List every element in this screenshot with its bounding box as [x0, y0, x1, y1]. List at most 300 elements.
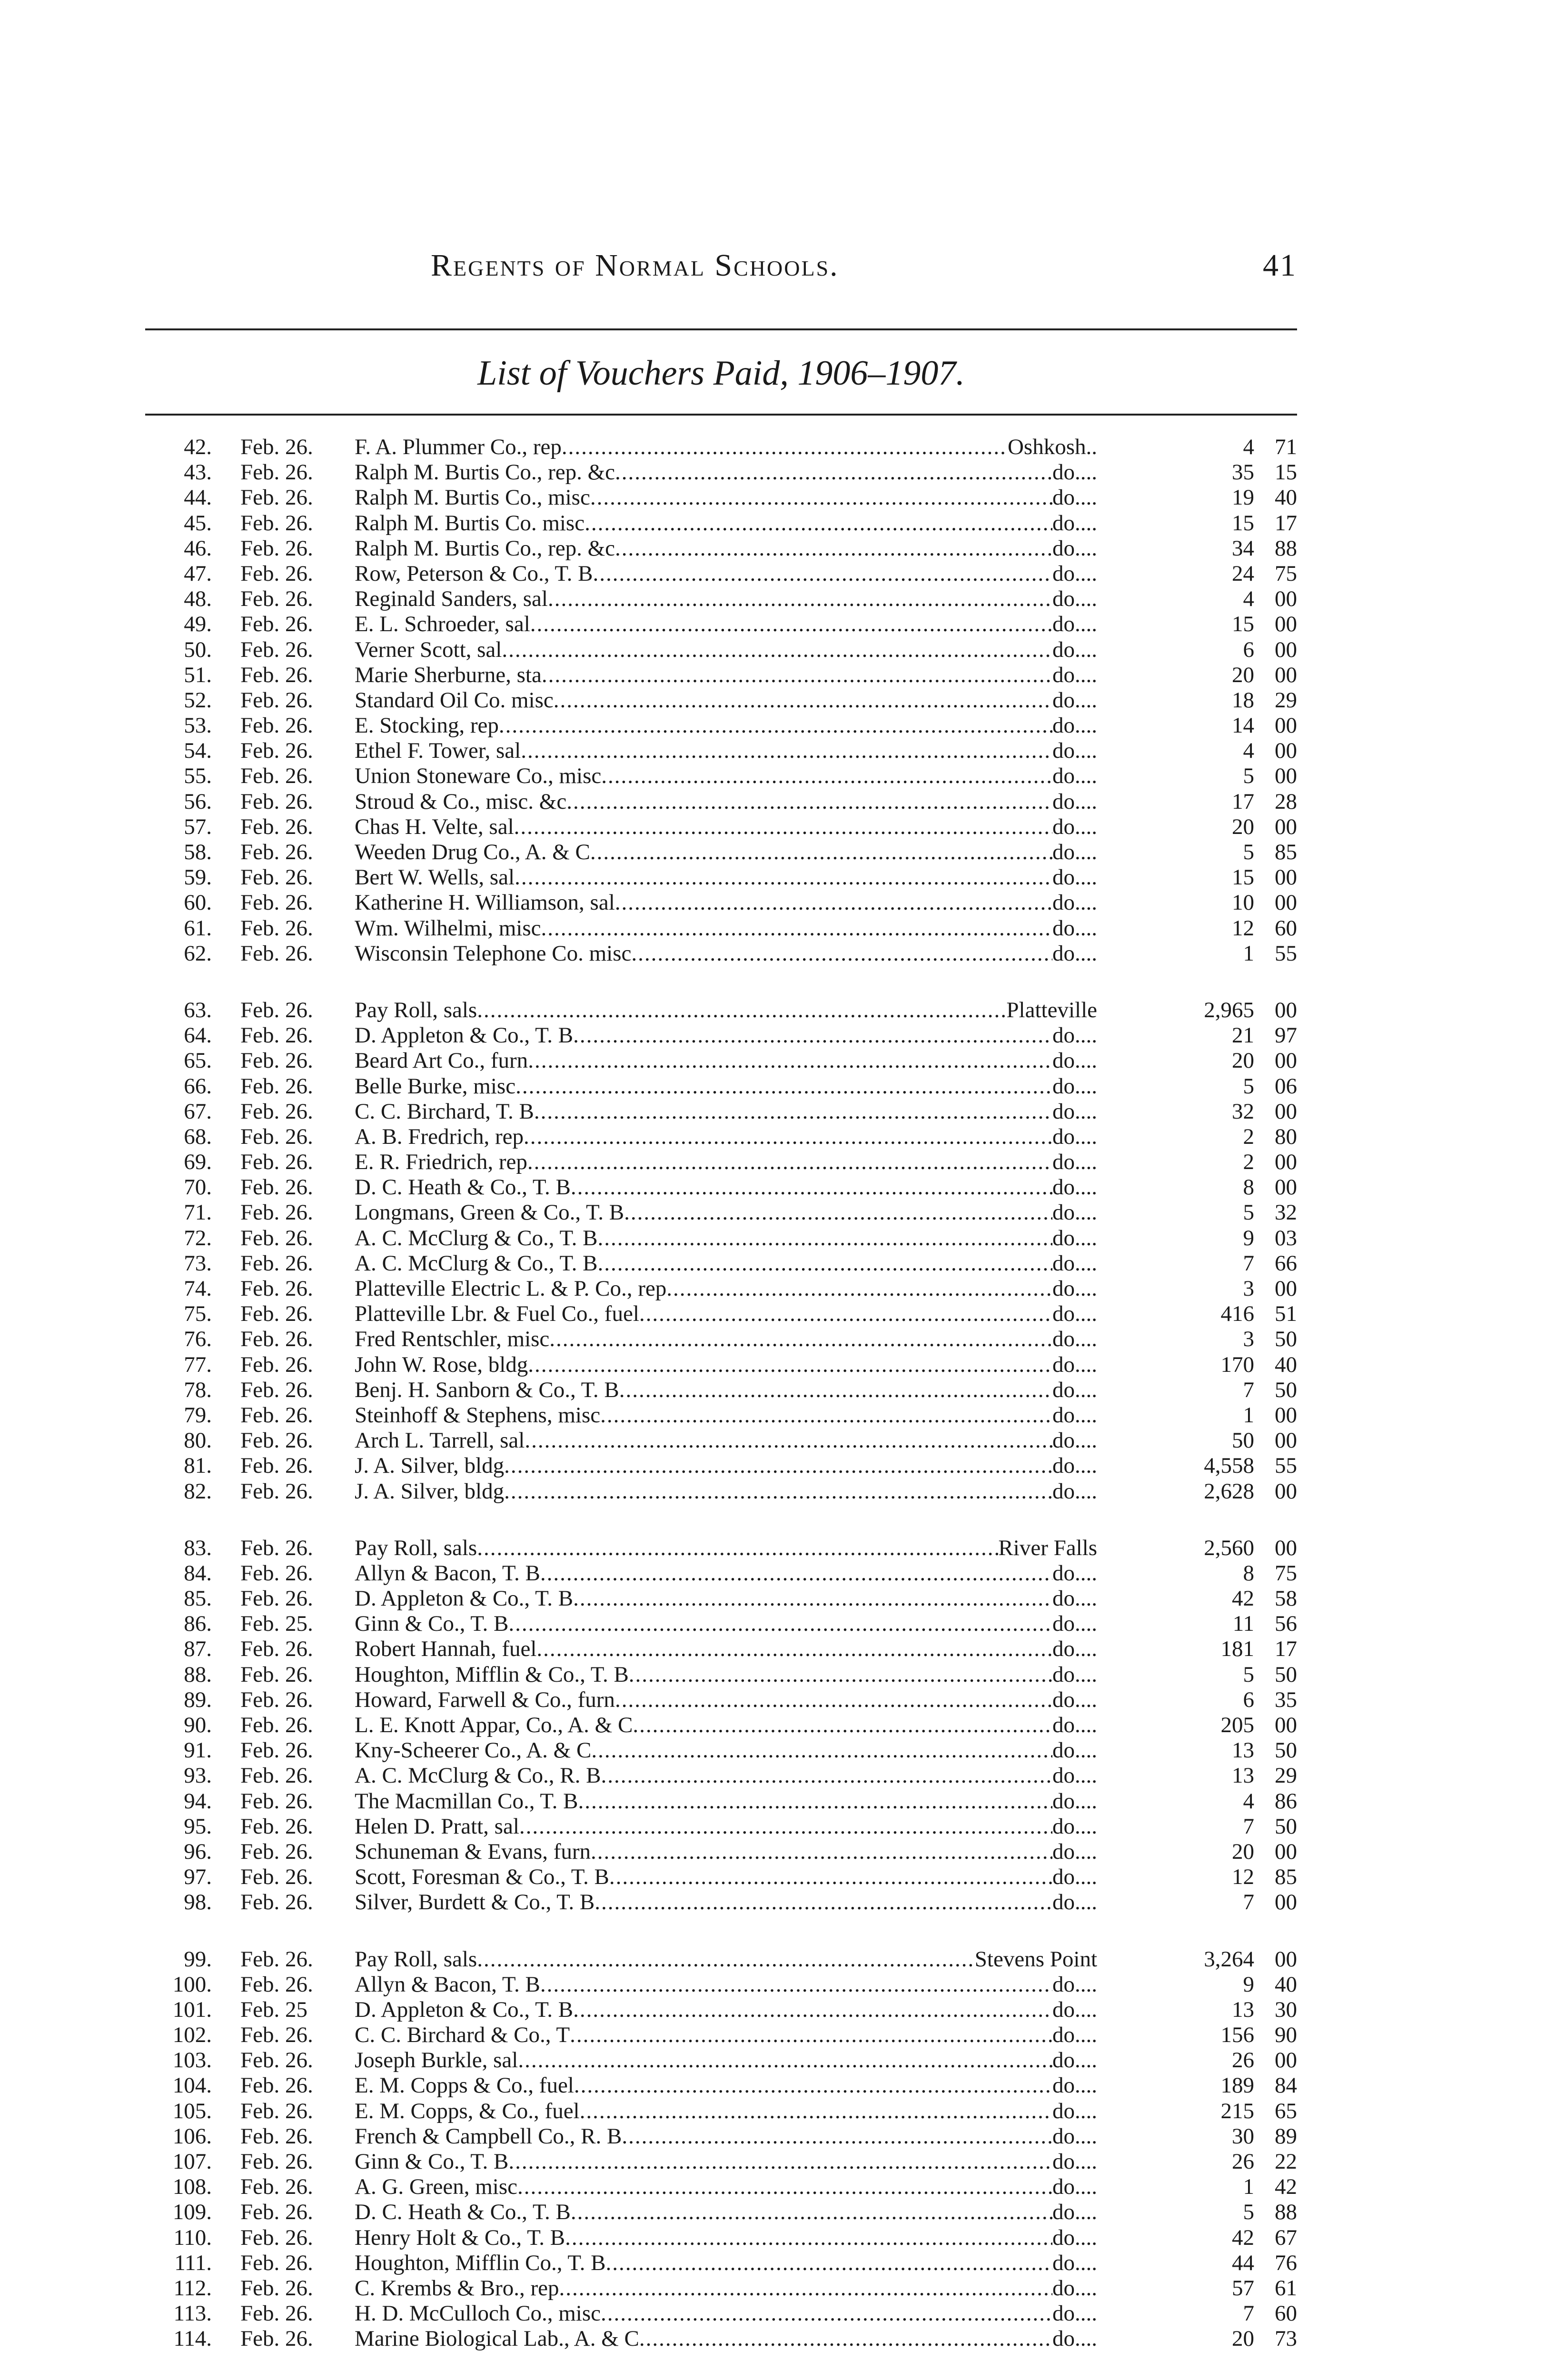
- payee-cell: [355, 1124, 1097, 1150]
- voucher-date: Feb. 26.: [240, 510, 313, 536]
- payee-cell: [355, 1738, 1097, 1763]
- leader-dots: [615, 460, 1052, 485]
- payee-name: The Macmillan Co., T. B: [355, 1788, 578, 1814]
- amount-dollars: 13: [1232, 1763, 1254, 1788]
- amount-cell: [1097, 814, 1297, 840]
- payee-cell: [355, 789, 1097, 814]
- payee-name: A. C. McClurg & Co., T. B: [355, 1250, 598, 1276]
- school-name: do....: [1052, 1048, 1097, 1073]
- payee-cell: [355, 890, 1097, 915]
- school-name: do....: [1052, 1150, 1097, 1175]
- amount-cell: [1097, 865, 1297, 890]
- amount-cents: 17: [1275, 1636, 1297, 1662]
- voucher-row: [145, 1327, 1297, 1352]
- leader-dots: [549, 1327, 1052, 1352]
- voucher-row: [145, 1048, 1297, 1073]
- voucher-date: Feb. 26.: [240, 941, 313, 966]
- amount-cents: 80: [1275, 1124, 1297, 1149]
- voucher-number: 113.: [173, 2301, 212, 2326]
- payee-name: Marie Sherburne, sta: [355, 662, 542, 687]
- amount-dollars: 57: [1232, 2275, 1254, 2301]
- payee-cell: [355, 2023, 1097, 2048]
- leader-dots: [540, 1561, 1052, 1586]
- payee-name: Silver, Burdett & Co., T. B: [355, 1890, 595, 1915]
- voucher-date: Feb. 26.: [240, 1453, 313, 1478]
- voucher-row: [145, 2174, 1297, 2200]
- payee-cell: [355, 1378, 1097, 1403]
- school-name: Stevens Point: [974, 1946, 1097, 1972]
- school-name: do....: [1052, 2098, 1097, 2123]
- amount-dollars: 35: [1232, 460, 1254, 485]
- payee-name: John W. Rose, bldg: [355, 1352, 528, 1377]
- amount-cents: 85: [1275, 1864, 1297, 1890]
- payee-name: Katherine H. Williamson, sal: [355, 890, 615, 915]
- amount-cell: [1097, 586, 1297, 612]
- school-name: do....: [1052, 1200, 1097, 1225]
- payee-name: Arch L. Tarrell, sal: [355, 1428, 525, 1453]
- leader-dots: [615, 890, 1052, 915]
- voucher-number: 45.: [184, 510, 212, 536]
- voucher-number: 58.: [184, 840, 212, 864]
- amount-dollars: 12: [1232, 915, 1254, 941]
- payee-name: Ralph M. Burtis Co., rep. &c: [355, 536, 615, 561]
- school-name: do....: [1052, 1713, 1097, 1737]
- amount-cell: [1097, 2023, 1297, 2048]
- payee-name: Henry Holt & Co., T. B: [355, 2225, 565, 2250]
- voucher-date: Feb. 26.: [240, 586, 313, 612]
- school-name: River Falls: [998, 1535, 1097, 1560]
- leader-dots: [508, 1611, 1052, 1636]
- payee-cell: [355, 2099, 1097, 2124]
- payee-cell: [355, 865, 1097, 890]
- amount-dollars: 20: [1232, 1839, 1254, 1864]
- amount-dollars: 26: [1232, 2048, 1254, 2073]
- payee-cell: [355, 1200, 1097, 1225]
- amount-cell: [1097, 1789, 1297, 1814]
- amount-dollars: 50: [1232, 1428, 1254, 1453]
- amount-cents: 32: [1275, 1200, 1297, 1225]
- voucher-date: Feb. 26.: [240, 2326, 313, 2351]
- amount-cell: [1097, 1738, 1297, 1763]
- amount-cents: 00: [1275, 1150, 1297, 1175]
- school-name: do....: [1052, 1023, 1097, 1048]
- amount-dollars: 7: [1243, 1814, 1254, 1839]
- voucher-date: Feb. 26.: [240, 2023, 313, 2048]
- payee-cell: [355, 612, 1097, 637]
- amount-cell: [1097, 2200, 1297, 2225]
- payee-cell: [355, 2251, 1097, 2276]
- amount-cents: 00: [1275, 2048, 1297, 2073]
- voucher-date: Feb. 26.: [240, 2250, 313, 2275]
- leader-dots: [541, 916, 1052, 941]
- voucher-row: [145, 1586, 1297, 1611]
- document-page: [145, 248, 1297, 2380]
- voucher-row: [145, 2276, 1297, 2301]
- amount-cell: [1097, 941, 1297, 966]
- amount-cell: [1097, 1453, 1297, 1478]
- voucher-row: [145, 2099, 1297, 2124]
- payee-name: Allyn & Bacon, T. B: [355, 1972, 540, 1997]
- leader-dots: [517, 2174, 1052, 2200]
- voucher-row: [145, 435, 1297, 460]
- voucher-number: 63.: [184, 997, 212, 1022]
- amount-dollars: 181: [1220, 1636, 1254, 1662]
- amount-cell: [1097, 1150, 1297, 1175]
- leader-dots: [573, 1997, 1052, 2023]
- amount-dollars: 4,558: [1204, 1453, 1254, 1478]
- leader-dots: [639, 2326, 1052, 2351]
- school-name: do....: [1052, 612, 1097, 637]
- voucher-row: [145, 1890, 1297, 1915]
- voucher-row: [145, 637, 1297, 663]
- amount-dollars: 1: [1243, 1402, 1254, 1428]
- voucher-date: Feb. 26.: [240, 2073, 313, 2098]
- school-name: do....: [1052, 1864, 1097, 1890]
- voucher-row: [145, 1200, 1297, 1225]
- school-name: do....: [1052, 1099, 1097, 1124]
- payee-cell: [355, 1839, 1097, 1864]
- amount-cell: [1097, 1099, 1297, 1124]
- voucher-list: [145, 435, 1297, 2352]
- leader-dots: [615, 536, 1052, 561]
- amount-cents: 00: [1275, 1535, 1297, 1560]
- school-name: do....: [1052, 1478, 1097, 1504]
- school-name: do....: [1052, 1788, 1097, 1814]
- payee-name: Standard Oil Co. misc: [355, 687, 554, 713]
- payee-name: F. A. Plummer Co., rep: [355, 435, 562, 459]
- payee-cell: [355, 1175, 1097, 1200]
- voucher-row: [145, 2124, 1297, 2149]
- title-rule: [145, 414, 1297, 416]
- leader-dots: [601, 764, 1052, 789]
- amount-dollars: 8: [1243, 1560, 1254, 1586]
- leader-dots: [548, 586, 1052, 612]
- leader-dots: [622, 2124, 1052, 2149]
- payee-cell: [355, 1428, 1097, 1453]
- payee-name: Howard, Farwell & Co., furn: [355, 1687, 615, 1712]
- voucher-number: 71.: [184, 1200, 212, 1225]
- leader-dots: [580, 2099, 1052, 2124]
- payee-cell: [355, 1023, 1097, 1048]
- amount-dollars: 4: [1243, 435, 1254, 459]
- amount-cell: [1097, 1814, 1297, 1839]
- amount-cents: 42: [1275, 2174, 1297, 2200]
- payee-cell: [355, 1099, 1097, 1124]
- voucher-date: Feb. 26.: [240, 2200, 313, 2225]
- payee-cell: [355, 2174, 1097, 2200]
- payee-cell: [355, 916, 1097, 941]
- payee-cell: [355, 1352, 1097, 1378]
- voucher-section: [145, 1947, 1297, 2352]
- amount-dollars: 416: [1220, 1301, 1254, 1327]
- amount-cell: [1097, 1997, 1297, 2023]
- amount-dollars: 19: [1232, 485, 1254, 510]
- voucher-row: [145, 561, 1297, 586]
- amount-cell: [1097, 460, 1297, 485]
- voucher-row: [145, 789, 1297, 814]
- payee-name: E. Stocking, rep: [355, 713, 499, 738]
- amount-cell: [1097, 738, 1297, 764]
- amount-cell: [1097, 2276, 1297, 2301]
- school-name: do....: [1052, 2200, 1097, 2225]
- school-name: do....: [1052, 1073, 1097, 1099]
- leader-dots: [521, 738, 1052, 764]
- amount-dollars: 5: [1243, 1073, 1254, 1099]
- amount-cents: 56: [1275, 1611, 1297, 1636]
- voucher-number: 68.: [184, 1124, 212, 1149]
- voucher-row: [145, 814, 1297, 840]
- amount-cell: [1097, 2225, 1297, 2251]
- leader-dots: [573, 1586, 1052, 1611]
- school-name: do....: [1052, 1814, 1097, 1839]
- voucher-date: Feb. 26.: [240, 2275, 313, 2301]
- payee-name: Marine Biological Lab., A. & C: [355, 2326, 639, 2351]
- amount-cents: 88: [1275, 536, 1297, 561]
- voucher-row: [145, 1536, 1297, 1561]
- voucher-date: Feb. 26.: [240, 1535, 313, 1560]
- school-name: do....: [1052, 1428, 1097, 1453]
- payee-cell: [355, 536, 1097, 561]
- amount-cell: [1097, 1428, 1297, 1453]
- voucher-date: Feb. 26.: [240, 2098, 313, 2123]
- leader-dots: [562, 435, 1008, 460]
- voucher-date: Feb. 26.: [240, 2174, 313, 2200]
- amount-dollars: 14: [1232, 713, 1254, 738]
- amount-dollars: 4: [1243, 1788, 1254, 1814]
- voucher-number: 79.: [184, 1402, 212, 1428]
- amount-cell: [1097, 1327, 1297, 1352]
- amount-dollars: 7: [1243, 1377, 1254, 1402]
- amount-cents: 30: [1275, 1997, 1297, 2022]
- voucher-date: Feb. 26.: [240, 1048, 313, 1073]
- voucher-row: [145, 1175, 1297, 1200]
- payee-cell: [355, 998, 1097, 1023]
- amount-dollars: 44: [1232, 2250, 1254, 2275]
- amount-cents: 50: [1275, 1738, 1297, 1763]
- amount-dollars: 12: [1232, 1864, 1254, 1890]
- voucher-number: 48.: [184, 586, 212, 612]
- voucher-date: Feb. 26.: [240, 662, 313, 687]
- leader-dots: [514, 814, 1052, 840]
- voucher-date: Feb. 26.: [240, 1023, 313, 1048]
- amount-dollars: 13: [1232, 1997, 1254, 2022]
- leader-dots: [590, 485, 1052, 510]
- leader-dots: [477, 998, 1006, 1023]
- amount-cell: [1097, 1611, 1297, 1636]
- voucher-row: [145, 511, 1297, 536]
- school-name: do....: [1052, 1560, 1097, 1586]
- voucher-row: [145, 1738, 1297, 1763]
- leader-dots: [565, 2225, 1052, 2251]
- voucher-row: [145, 1428, 1297, 1453]
- amount-dollars: 2,965: [1204, 997, 1254, 1022]
- amount-cell: [1097, 2149, 1297, 2174]
- leader-dots: [524, 1124, 1052, 1150]
- amount-dollars: 9: [1243, 1225, 1254, 1250]
- voucher-date: Feb. 26.: [240, 840, 313, 864]
- payee-cell: [355, 1301, 1097, 1327]
- payee-name: C. C. Birchard & Co., T: [355, 2023, 570, 2048]
- payee-cell: [355, 1789, 1097, 1814]
- school-name: do....: [1052, 865, 1097, 890]
- payee-cell: [355, 1947, 1097, 1972]
- leader-dots: [571, 1175, 1052, 1200]
- voucher-row: [145, 1099, 1297, 1124]
- payee-cell: [355, 435, 1097, 460]
- payee-name: E. L. Schroeder, sal: [355, 612, 530, 637]
- amount-cell: [1097, 840, 1297, 865]
- amount-cents: 97: [1275, 1023, 1297, 1048]
- voucher-row: [145, 1687, 1297, 1713]
- voucher-number: 96.: [184, 1839, 212, 1864]
- voucher-number: 104.: [172, 2073, 212, 2098]
- payee-cell: [355, 1453, 1097, 1478]
- voucher-date: Feb. 26.: [240, 460, 313, 485]
- payee-name: French & Campbell Co., R. B: [355, 2123, 622, 2149]
- school-name: do....: [1052, 536, 1097, 561]
- leader-dots: [528, 1352, 1052, 1378]
- voucher-number: 43.: [184, 460, 212, 485]
- voucher-number: 80.: [184, 1428, 212, 1453]
- school-name: do....: [1052, 1662, 1097, 1687]
- amount-dollars: 2: [1243, 1124, 1254, 1149]
- amount-dollars: 1: [1243, 2174, 1254, 2200]
- amount-cents: 86: [1275, 1788, 1297, 1814]
- leader-dots: [499, 713, 1052, 738]
- leader-dots: [598, 1251, 1052, 1276]
- amount-cell: [1097, 2301, 1297, 2326]
- amount-cents: 00: [1275, 637, 1297, 662]
- payee-cell: [355, 1972, 1097, 1997]
- amount-cents: 00: [1275, 586, 1297, 612]
- payee-cell: [355, 586, 1097, 612]
- leader-dots: [571, 2200, 1052, 2225]
- school-name: do....: [1052, 662, 1097, 687]
- payee-name: L. E. Knott Appar, Co., A. & C: [355, 1713, 633, 1737]
- voucher-row: [145, 2251, 1297, 2276]
- voucher-date: Feb. 26.: [240, 865, 313, 890]
- voucher-row: [145, 1403, 1297, 1428]
- payee-cell: [355, 1536, 1097, 1561]
- amount-dollars: 34: [1232, 536, 1254, 561]
- payee-name: Ralph M. Burtis Co. misc: [355, 510, 585, 536]
- amount-cents: 40: [1275, 1972, 1297, 1997]
- school-name: do....: [1052, 789, 1097, 814]
- amount-cents: 89: [1275, 2123, 1297, 2149]
- voucher-row: [145, 1789, 1297, 1814]
- voucher-date: Feb. 26.: [240, 2225, 313, 2250]
- voucher-row: [145, 890, 1297, 915]
- school-name: do....: [1052, 1301, 1097, 1327]
- amount-dollars: 17: [1232, 789, 1254, 814]
- voucher-date: Feb. 26.: [240, 2149, 313, 2174]
- payee-name: Ginn & Co., T. B: [355, 1611, 509, 1636]
- payee-cell: [355, 1890, 1097, 1915]
- amount-cell: [1097, 2073, 1297, 2098]
- amount-dollars: 42: [1232, 2225, 1254, 2250]
- payee-name: D. Appleton & Co., T. B: [355, 1023, 574, 1048]
- payee-name: Kny-Scheerer Co., A. & C: [355, 1738, 592, 1763]
- leader-dots: [574, 2073, 1052, 2098]
- amount-cell: [1097, 764, 1297, 789]
- amount-cell: [1097, 1301, 1297, 1327]
- leader-dots: [591, 1738, 1052, 1763]
- payee-cell: [355, 1636, 1097, 1662]
- amount-cell: [1097, 1226, 1297, 1251]
- payee-cell: [355, 2225, 1097, 2251]
- payee-cell: [355, 2326, 1097, 2351]
- voucher-date: Feb. 26.: [240, 561, 313, 586]
- leader-dots: [554, 688, 1052, 713]
- payee-name: Pay Roll, sals: [355, 997, 477, 1022]
- voucher-number: 87.: [184, 1636, 212, 1662]
- voucher-date: Feb. 26.: [240, 1890, 313, 1915]
- payee-name: Wm. Wilhelmi, misc: [355, 915, 541, 941]
- amount-cell: [1097, 536, 1297, 561]
- leader-dots: [591, 1839, 1052, 1864]
- voucher-row: [145, 1611, 1297, 1636]
- amount-dollars: 13: [1232, 1738, 1254, 1763]
- voucher-number: 100.: [172, 1972, 212, 1997]
- leader-dots: [508, 2149, 1052, 2174]
- amount-dollars: 21: [1232, 1023, 1254, 1048]
- amount-dollars: 7: [1243, 2301, 1254, 2326]
- amount-cents: 88: [1275, 2200, 1297, 2225]
- voucher-row: [145, 916, 1297, 941]
- amount-cell: [1097, 1023, 1297, 1048]
- amount-cell: [1097, 789, 1297, 814]
- voucher-row: [145, 2301, 1297, 2326]
- voucher-row: [145, 460, 1297, 485]
- payee-cell: [355, 1561, 1097, 1586]
- amount-cents: 00: [1275, 713, 1297, 738]
- school-name: do....: [1052, 2250, 1097, 2275]
- voucher-date: Feb. 26.: [240, 915, 313, 941]
- leader-dots: [502, 637, 1052, 663]
- voucher-row: [145, 2326, 1297, 2351]
- voucher-date: Feb. 26.: [240, 1972, 313, 1997]
- voucher-number: 65.: [184, 1048, 212, 1073]
- voucher-number: 57.: [184, 814, 212, 839]
- payee-name: D. C. Heath & Co., T. B: [355, 1175, 571, 1200]
- voucher-date: Feb. 26.: [240, 1250, 313, 1276]
- leader-dots: [566, 789, 1052, 814]
- amount-cents: 40: [1275, 485, 1297, 510]
- voucher-number: 78.: [184, 1377, 212, 1402]
- payee-name: D. Appleton & Co., T. B: [355, 1586, 574, 1611]
- payee-cell: [355, 511, 1097, 536]
- amount-cell: [1097, 561, 1297, 586]
- voucher-date: Feb. 26.: [240, 1738, 313, 1763]
- amount-dollars: 5: [1243, 1200, 1254, 1225]
- voucher-date: Feb. 26.: [240, 1763, 313, 1788]
- payee-name: A. G. Green, misc: [355, 2174, 517, 2200]
- payee-name: Ralph M. Burtis Co., misc: [355, 485, 590, 510]
- school-name: do....: [1052, 1377, 1097, 1402]
- leader-dots: [573, 1023, 1052, 1048]
- leader-dots: [559, 2276, 1052, 2301]
- amount-dollars: 15: [1232, 612, 1254, 637]
- school-name: do....: [1052, 1352, 1097, 1377]
- school-name: do....: [1052, 687, 1097, 713]
- amount-cell: [1097, 1687, 1297, 1713]
- leader-dots: [540, 1972, 1052, 1997]
- voucher-number: 91.: [184, 1738, 212, 1763]
- amount-dollars: 6: [1243, 1687, 1254, 1712]
- amount-dollars: 3,264: [1204, 1946, 1254, 1972]
- amount-cell: [1097, 1586, 1297, 1611]
- voucher-row: [145, 865, 1297, 890]
